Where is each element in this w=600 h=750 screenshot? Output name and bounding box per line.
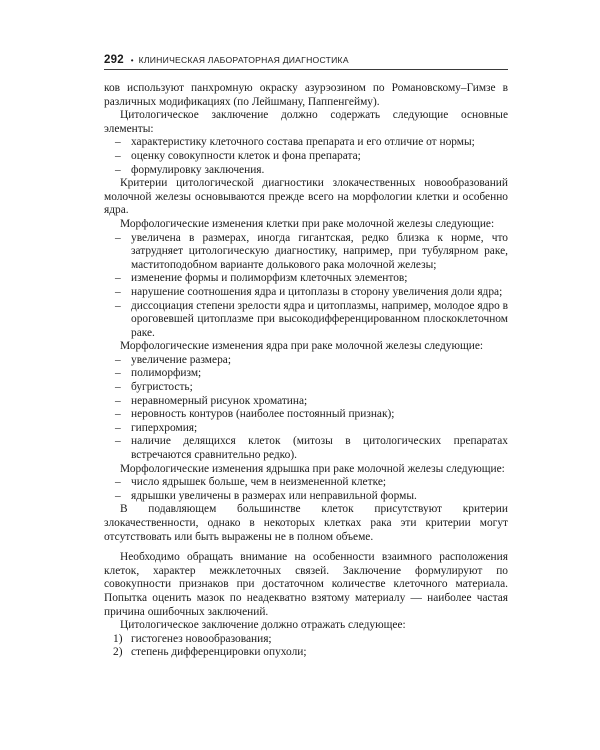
dash-marker: – <box>115 367 121 380</box>
list-item-text: полиморфизм; <box>131 367 202 380</box>
list-item <box>104 150 508 164</box>
list-item <box>104 164 508 178</box>
list-item-text: гистогенез новообразования; <box>131 632 272 645</box>
paragraph-nucleus-changes: Морфологические изменения ядра при раке молочной железы следующие: <box>120 340 484 353</box>
paragraph-criteria: Критерии цитологической диагностики злокачественных новообразований молочной железы основываются прежде всего на морфологии клетки и особенно ядра. <box>104 177 508 217</box>
list-item <box>104 476 508 490</box>
dash-marker: – <box>115 408 121 421</box>
dash-marker: – <box>115 435 121 448</box>
list-item <box>104 381 508 395</box>
running-header <box>104 48 508 70</box>
list-item <box>104 272 508 286</box>
paragraph-continuation: ков используют панхромную окраску азурэозином по Романовскому–Гимзе в различных модификациях (по Лейшману, Паппенгейму). <box>104 82 508 108</box>
dash-marker: – <box>115 394 121 407</box>
conclusion-elements-list <box>104 136 508 177</box>
list-item-text: наличие делящихся клеток (митозы в цитологических препаратах встречаются сравнительно редко). <box>131 435 508 462</box>
dash-marker: – <box>115 136 121 149</box>
list-item <box>104 422 508 436</box>
list-item <box>104 646 508 660</box>
list-item <box>104 395 508 409</box>
list-number: 1) <box>113 632 123 645</box>
list-item <box>104 633 508 647</box>
paragraph-cell-arrangement: Необходимо обращать внимание на особенности взаимного расположения клеток, характер межклеточных связей. Заключение формулируют по совокупности признаков при достаточном количестве клеточного материала. Попытка оценить мазок по неадекватно взятому материалу — наиболее частая причина ошибочных заключений. <box>104 551 508 618</box>
list-item <box>104 408 508 422</box>
list-item-text: степень дифференцировки опухоли; <box>131 646 307 659</box>
cell-changes-list <box>104 232 508 341</box>
list-item-text: оценку совокупности клеток и фона препарата; <box>131 149 361 162</box>
list-item-text: бугристость; <box>131 381 193 394</box>
dash-marker: – <box>115 285 121 298</box>
list-item-text: неровность контуров (наиболее постоянный признак); <box>131 408 395 421</box>
list-item-text: формулировку заключения. <box>131 163 265 176</box>
list-item <box>104 300 508 341</box>
paragraph-conclusion-content: Цитологическое заключение должно содержать следующие основные элементы: <box>104 109 508 135</box>
list-item <box>104 367 508 381</box>
dash-marker: – <box>115 272 121 285</box>
header-bullet: • <box>130 56 134 65</box>
list-item-text: изменение формы и полиморфизм клеточных элементов; <box>131 272 408 285</box>
page-number: 292 <box>104 54 124 66</box>
list-item <box>104 435 508 462</box>
running-title: КЛИНИЧЕСКАЯ ЛАБОРАТОРНАЯ ДИАГНОСТИКА <box>138 55 349 65</box>
body-text <box>104 82 508 660</box>
list-item-text: ядрышки увеличены в размерах или неправильной формы. <box>131 489 417 502</box>
nucleus-changes-list <box>104 354 508 463</box>
list-item-text: увеличена в размерах, иногда гигантская, редко близка к норме, что затрудняет цитологическую диагностику, например, при тубулярном раке, маститоподобном варианте долькового рака молочной железы; <box>131 231 508 271</box>
dash-marker: – <box>115 489 121 502</box>
paragraph-conclusion-reflect: Цитологическое заключение должно отражать следующее: <box>120 619 406 632</box>
list-item-text: неравномерный рисунок хроматина; <box>131 394 308 407</box>
dash-marker: – <box>115 163 121 176</box>
dash-marker: – <box>115 149 121 162</box>
dash-marker: – <box>115 381 121 394</box>
list-item <box>104 354 508 368</box>
list-item-text: диссоциация степени зрелости ядра и цитоплазмы, например, молодое ядро в ороговевшей цитоплазме при высокодифференцированном плоскоклеточном раке. <box>131 299 508 339</box>
dash-marker: – <box>115 231 121 244</box>
dash-marker: – <box>115 299 121 312</box>
dash-marker: – <box>115 353 121 366</box>
list-item <box>104 136 508 150</box>
list-item-text: увеличение размера; <box>131 353 231 366</box>
list-item-text: гиперхромия; <box>131 421 198 434</box>
list-item <box>104 490 508 504</box>
list-number: 2) <box>113 646 123 659</box>
conclusion-reflect-list <box>104 633 508 660</box>
list-item-text: нарушение соотношения ядра и цитоплазы в сторону увеличения доли ядра; <box>131 285 503 298</box>
list-item <box>104 232 508 273</box>
paragraph-cell-changes: Морфологические изменения клетки при раке молочной железы следующие: <box>120 217 495 230</box>
dash-marker: – <box>115 476 121 489</box>
list-item-text: характеристику клеточного состава препарата и его отличие от нормы; <box>131 136 475 149</box>
dash-marker: – <box>115 421 121 434</box>
paragraph-nucleolus-changes: Морфологические изменения ядрышка при раке молочной железы следующие: <box>120 462 505 475</box>
nucleolus-changes-list <box>104 476 508 503</box>
list-item <box>104 286 508 300</box>
paragraph-malignancy-criteria: В подавляющем большинстве клеток присутствуют критерии злокачественности, однако в некоторых клетках рака эти критерии могут отсутствовать или быть выражены не в полном объеме. <box>104 503 508 543</box>
list-item-text: число ядрышек больше, чем в неизмененной клетке; <box>131 476 387 489</box>
